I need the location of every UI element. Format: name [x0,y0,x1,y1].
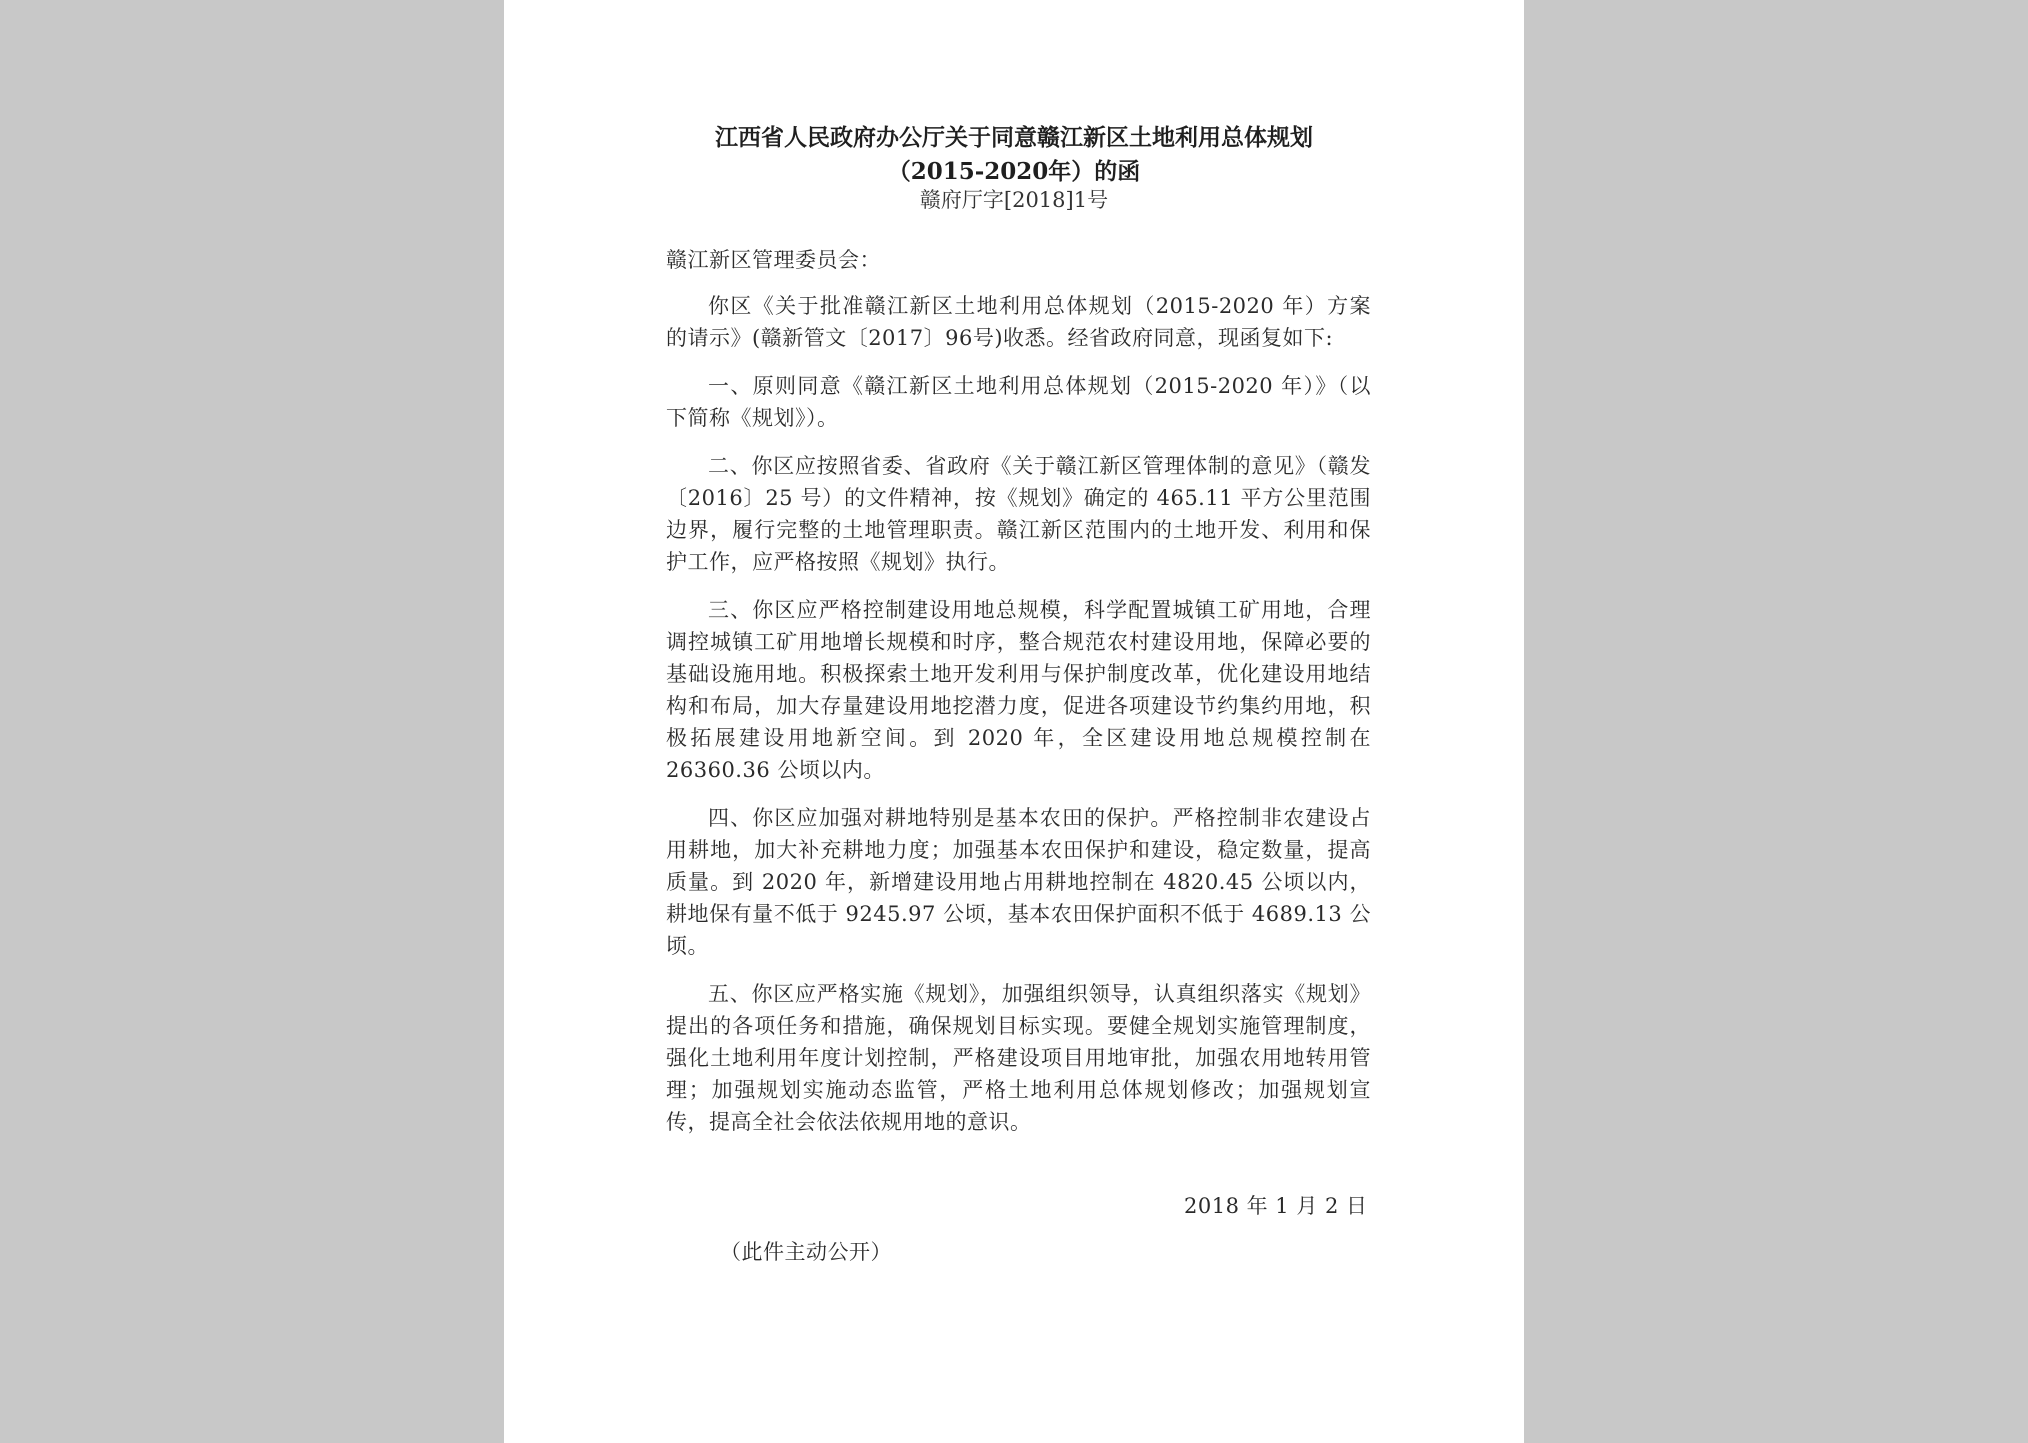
salutation: 赣江新区管理委员会： [666,248,881,272]
paragraph-item-5: 五、你区应严格实施《规划》，加强组织领导，认真组织落实《规划》提出的各项任务和措施，确保规划目标实现。要健全规划实施管理制度，强化土地利用年度计划控制，严格建设项目用地审批，加强农用地转用管理；加强规划实施动态监管，严格土地利用总体规划修改；加强规划宣传，提高全社会依法依规用地的意识。 [666,982,1371,1134]
document-body [666,244,1371,1154]
document-title-line1: 江西省人民政府办公厅关于同意赣江新区土地利用总体规划 [715,124,1313,151]
paragraph-item-1: 一、原则同意《赣江新区土地利用总体规划（2015-2020 年）》（以下简称《规划》）。 [666,374,1371,430]
document-page [504,0,1524,1443]
document-title-line2: （2015-2020年）的函 [887,158,1141,185]
paragraph-item-3: 三、你区应严格控制建设用地总规模，科学配置城镇工矿用地，合理调控城镇工矿用地增长规模和时序，整合规范农村建设用地，保障必要的基础设施用地。积极探索土地开发利用与保护制度改革，优化建设用地结构和布局，加大存量建设用地挖潜力度，促进各项建设节约集约用地，积极拓展建设用地新空间。到 2020 年，全区建设用地总规模控制在 26360.36 公顷以内。 [666,598,1371,782]
paragraph-intro: 你区《关于批准赣江新区土地利用总体规划（2015-2020 年）方案的请示》(赣新管文〔2017〕96号)收悉。经省政府同意，现函复如下: [666,294,1371,350]
paragraph-item-4: 四、你区应加强对耕地特别是基本农田的保护。严格控制非农建设占用耕地，加大补充耕地力度；加强基本农田保护和建设，稳定数量，提高质量。到 2020 年，新增建设用地占用耕地控制在 4820.45 公顷以内，耕地保有量不低于 9245.97 公顷，基本农田保护面积不低于 4689.13 公顷。 [666,806,1371,958]
document-number: 赣府厅字[2018]1号 [919,188,1109,212]
document-date: 2018 年 1 月 2 日 [1184,1194,1368,1218]
paragraph-item-2: 二、你区应按照省委、省政府《关于赣江新区管理体制的意见》（赣发〔2016〕25 号）的文件精神，按《规划》确定的 465.11 平方公里范围边界，履行完整的土地管理职责。赣江新区范围内的土地开发、利用和保护工作，应严格按照《规划》执行。 [666,454,1371,574]
disclosure-note: （此件主动公开） [720,1240,892,1264]
